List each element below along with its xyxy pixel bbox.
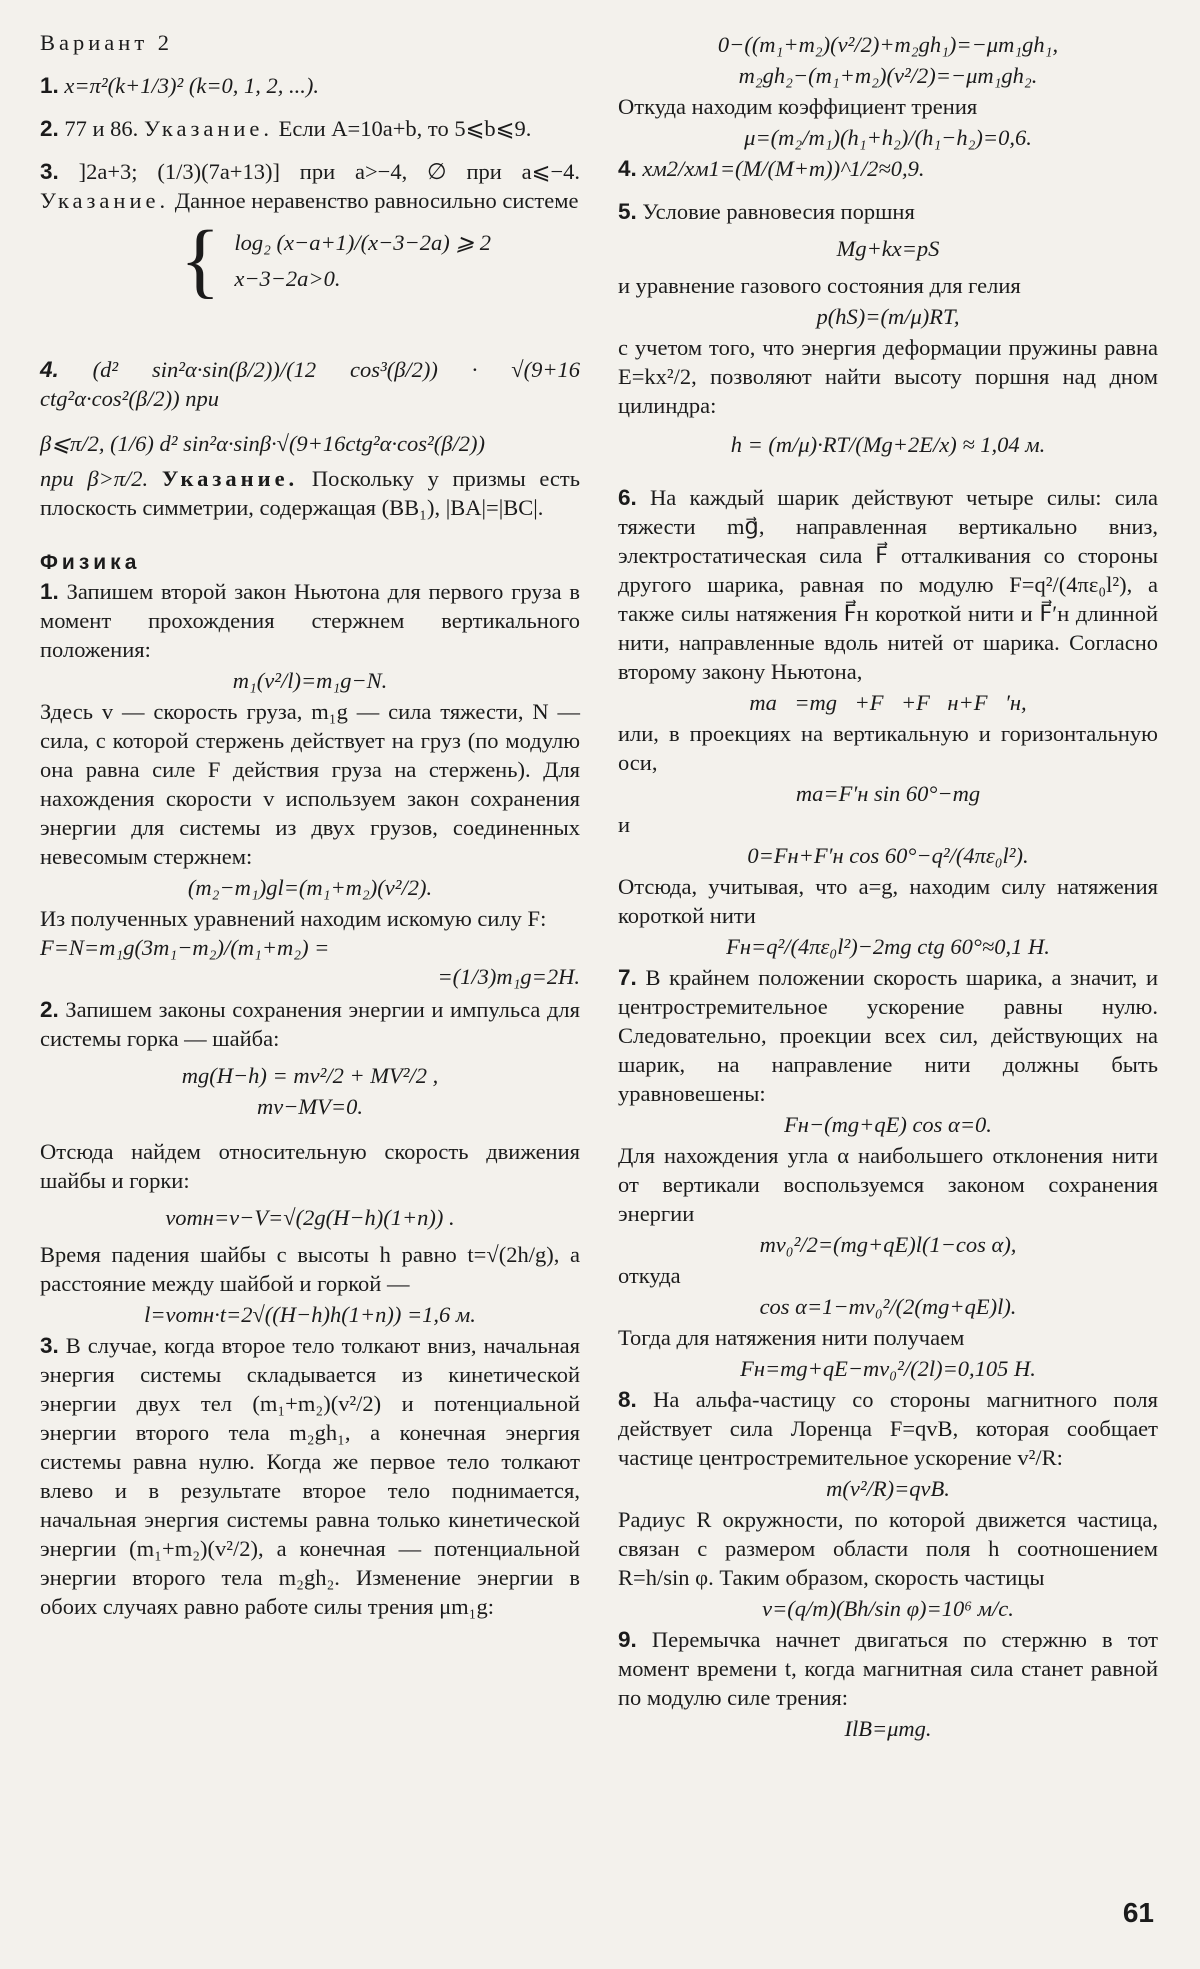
physics-3-eq2: m₂gh₂−(m₁+m₂)(v²/2)=−μm₁gh₂. [738, 63, 1038, 88]
physics-1-text3: Из полученных уравнений находим искомую силу F: [40, 906, 547, 931]
physics-6-eq2: ma=F′н sin 60°−mg [795, 781, 981, 806]
physics-5-eq1: Mg+kx=pS [836, 236, 940, 261]
physics-1-eq1: m₁(v²/l)=m₁g−N. [232, 668, 388, 693]
physics-1-eq3a: F=N=m₁g(3m₁−m₂)/(m₁+m₂) = [40, 935, 330, 960]
inequality-system [180, 214, 580, 307]
physics-5-eq2: p(hS)=(m/μ)RT, [816, 304, 960, 329]
physics-2-eq1: mg(H−h) = mv²/2 + MV²/2 , [181, 1063, 439, 1088]
physics-5-text3: с учетом того, что энергия деформации пружины равна E=kx²/2, позволяют найти высоту поршня над дном цилиндра: [618, 335, 1158, 418]
physics-2-eq4: l=vотн·t=2√((H−h)h(1+n)) =1,6 м. [144, 1302, 476, 1327]
physics-6-text2: или, в проекциях на вертикальную и горизонтальную оси, [618, 721, 1158, 775]
physics-6-eq4: Fн=q²/(4πε₀l²)−2mg ctg 60°≈0,1 Н. [726, 934, 1050, 959]
page-number: 61 [1122, 1897, 1154, 1928]
physics-2: 2. Запишем законы сохранения энергии и импульса для системы горка — шайба: [40, 997, 581, 1051]
right-column [618, 28, 1158, 1745]
physics-6-text3: Отсюда, учитывая, что a=g, находим силу натяжения короткой нити [618, 874, 1158, 928]
physics-6: 6. На каждый шарик действуют четыре силы: сила тяжести mg⃗, направленная вертикально вниз, электростатическая сила F⃗ отталкивания со стороны другого шарика, равная по модулю F=q²/(4πε₀l²), а также силы натяжения F⃗н короткой нити и F⃗′н длинной нити, направленные вдоль нитей от шарика. Согласно второму закону Ньютона, [618, 485, 1158, 684]
physics-2-eq2: mv−MV=0. [257, 1094, 363, 1119]
physics-4: 4. xм2/xм1=(M/(M+m))^1/2≈0,9. [618, 156, 925, 181]
math-answer-3: 3. ]2a+3; (1/3)(7a+13)] при a>−4, ∅ при a⩽−4. Указание. Данное неравенство равносильно системе [40, 159, 581, 213]
physics-5: 5. Условие равновесия поршня [618, 199, 915, 224]
physics-1: 1. Запишем второй закон Ньютона для первого груза в момент прохождения стержнем вертикального положения: [40, 579, 580, 662]
physics-2-eq3: vотн=v−V=√(2g(H−h)(1+n)) . [165, 1205, 455, 1230]
physics-8-eq2: v=(q/m)(Bh/sin φ)=10⁶ м/с. [762, 1596, 1014, 1621]
math-answer-4-cont: β⩽π/2, (1/6) d² sin²α·sinβ·√(9+16ctg²α·cos²(β/2)) [40, 431, 485, 456]
physics-2-text2: Отсюда найдем относительную скорость движения шайбы и горки: [40, 1139, 580, 1193]
math-answer-4: 4. (d² sin²α·sin(β/2))/(12 cos³(β/2)) · √(9+16 ctg²α·cos²(β/2)) при [40, 357, 580, 411]
physics-6-and: и [618, 812, 631, 837]
math-answer-4-hint: при β>π/2. Указание. Поскольку у призмы есть плоскость симметрии, содержащая (BB₁), |BA|=|BC|. [40, 466, 581, 520]
physics-7-text4: Тогда для натяжения нити получаем [618, 1325, 965, 1350]
physics-1-eq3b: =(1/3)m₁g=2Н. [437, 964, 580, 989]
physics-6-eq1: ma⃗=mg⃗+F⃗+F⃗н+F⃗′н, [749, 690, 1027, 715]
physics-3-eq3: μ=(m₂/m₁)(h₁+h₂)/(h₁−h₂)=0,6. [744, 125, 1032, 150]
variant-title: Вариант 2 [40, 30, 174, 55]
physics-8-eq1: m(v²/R)=qvB. [826, 1476, 950, 1501]
physics-5-text2: и уравнение газового состояния для гелия [618, 273, 1021, 298]
physics-heading: Физика [40, 551, 141, 574]
physics-9-eq1: IlB=μmg. [844, 1716, 932, 1741]
left-column [40, 28, 580, 1621]
physics-6-eq3: 0=Fн+F′н cos 60°−q²/(4πε₀l²). [747, 843, 1029, 868]
math-answer-2: 2. 77 и 86. Указание. Если A=10a+b, то 5⩽b⩽9. [40, 116, 532, 141]
physics-7: 7. В крайнем положении скорость шарика, а значит, и центростремительное ускорение равны нулю. Следовательно, проекции всех сил, действующих на шарик, на направление нити должны быть уравновешены: [618, 965, 1159, 1106]
physics-7-eq2: mv₀²/2=(mg+qE)l(1−cos α), [759, 1232, 1017, 1257]
physics-5-eq3: h = (m/μ)·RT/(Mg+2E/x) ≈ 1,04 м. [730, 432, 1046, 457]
physics-3-text2: Откуда находим коэффициент трения [618, 94, 978, 119]
physics-8: 8. На альфа-частицу со стороны магнитного поля действует сила Лоренца F=qvB, которая сообщает частице центростремительное ускорение v²/R: [618, 1387, 1158, 1470]
physics-1-text2: Здесь v — скорость груза, m₁g — сила тяжести, N — сила, с которой стержень действует на груз (по модулю она равна силе F действия груза на стержень). Для нахождения скорости v используем закон сохранения энергии для системы из двух грузов, соединенных невесомым стержнем: [40, 699, 580, 869]
physics-7-eq4: Fн=mg+qE−mv₀²/(2l)=0,105 Н. [740, 1356, 1036, 1381]
physics-3-eq1: 0−((m₁+m₂)(v²/2)+m₂gh₁)=−μm₁gh₁, [717, 32, 1059, 57]
system-line-2: x−3−2a>0. [234, 266, 341, 291]
math-answer-1: 1. x=π²(k+1/3)² (k=0, 1, 2, ...). [40, 73, 320, 98]
physics-7-eq1: Fн−(mg+qE) cos α=0. [784, 1112, 992, 1137]
physics-8-text2: Радиус R окружности, по которой движется частица, связан с размером области поля h соотношением R=h/sin φ. Таким образом, скорость частицы [618, 1507, 1158, 1590]
physics-3: 3. В случае, когда второе тело толкают вниз, начальная энергия системы складывается из кинетической энергии двух тел (m₁+m₂)(v²/2) и потенциальной энергии второго тела m₂gh₁, а конечная энергия системы равна нулю. Когда же первое тело толкают влево и в результате второе тело поднимается, начальная энергия системы равна только кинетической энергии (m₁+m₂)(v²/2), а конечная — потенциальной энергии второго тела m₂gh₂. Изменение энергии в обоих случаях равно работе силы трения μm₁g: [40, 1333, 580, 1619]
physics-7-text2: Для нахождения угла α наибольшего отклонения нити от вертикали воспользуемся законом сохранения энергии [618, 1143, 1158, 1226]
physics-2-text3: Время падения шайбы с высоты h равно t=√(2h/g), а расстояние между шайбой и горкой — [40, 1242, 580, 1296]
physics-9: 9. Перемычка начнет двигаться по стержню в тот момент времени t, когда магнитная сила станет равной по модулю силе трения: [618, 1627, 1159, 1710]
physics-7-eq3: cos α=1−mv₀²/(2(mg+qE)l). [759, 1294, 1017, 1319]
physics-7-text3: откуда [618, 1263, 681, 1288]
brace-symbol: { [180, 214, 221, 307]
system-line-1: log₂ (x−a+1)/(x−3−2a) ⩾ 2 [234, 230, 492, 255]
physics-1-eq2: (m₂−m₁)gl=(m₁+m₂)(v²/2). [187, 875, 433, 900]
